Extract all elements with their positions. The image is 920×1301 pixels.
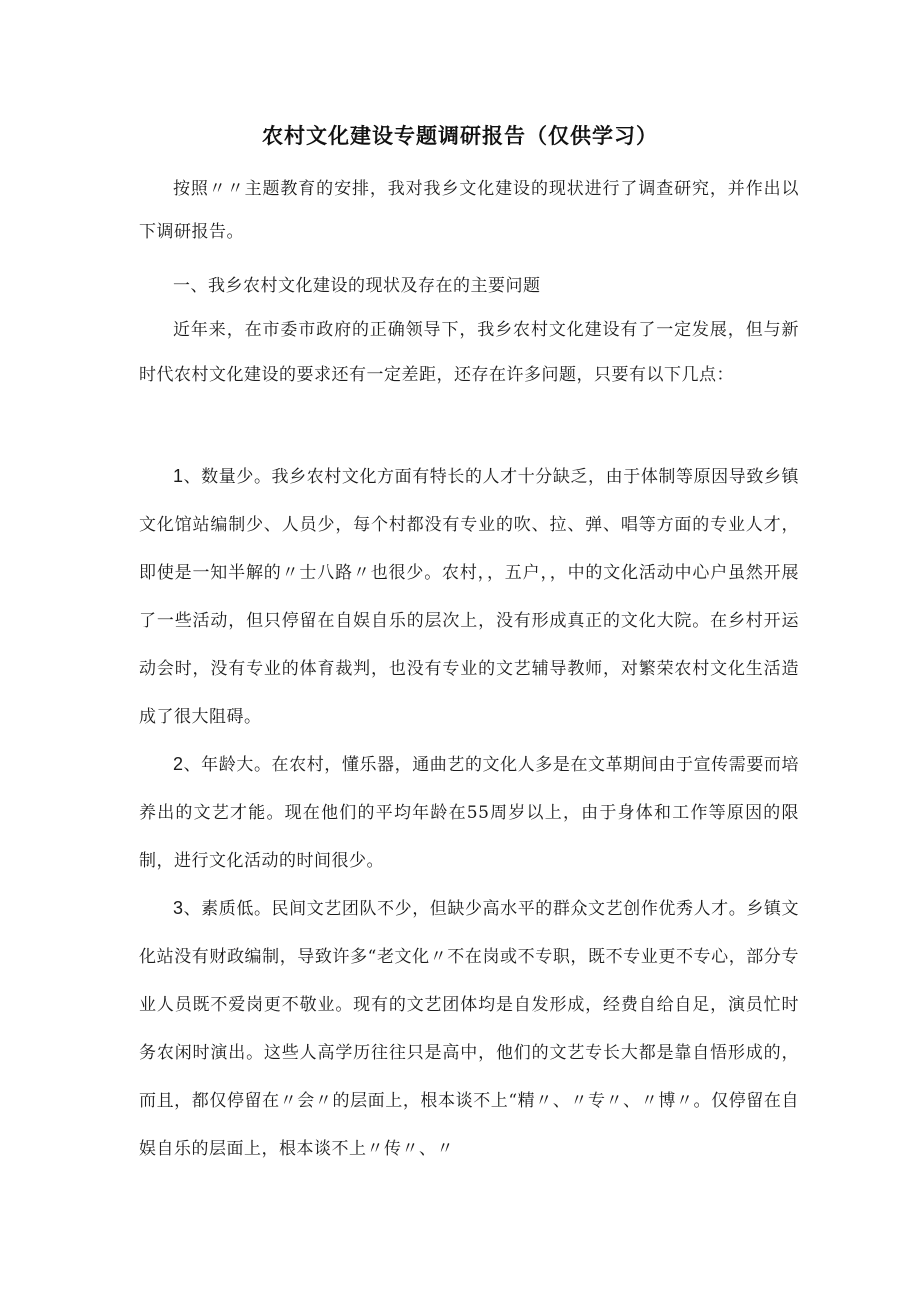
item-number: 1 xyxy=(173,466,184,486)
document-title: 农村文化建设专题调研报告（仅供学习） xyxy=(262,124,658,148)
item-text: 、素质低。民间文艺团队不少，但缺少高水平的群众文艺创作优秀人才。乡镇文化站没有财政编制，导致许多“老文化〃不在岗或不专职，既不专业更不专心，部分专业人员既不爱岗更不敬业。现有的文艺团体均是自发形成，经费自给自足，演员忙时务农闲时演出。这些人高学历往往只是高中，他们的文艺专长大都是靠自悟形成的，而且，都仅停留在〃会〃的层面上，根本谈不上“精〃、〃专〃、〃博〃。仅停留在自娱自乐的层面上，根本谈不上〃传〃、〃 xyxy=(139,899,799,1159)
item-number: 3 xyxy=(173,898,184,918)
section-heading-1: 一、我乡农村文化建设的现状及存在的主要问题 xyxy=(173,276,541,296)
section-1-intro-paragraph: 近年来，在市委市政府的正确领导下，我乡农村文化建设有了一定发展，但与新时代农村文化建设的要求还有一定差距，还存在许多问题，只要有以下几点： xyxy=(139,320,799,385)
item-number: 2 xyxy=(173,754,184,774)
intro-paragraph: 按照〃〃主题教育的安排，我对我乡文化建设的现状进行了调查研究，并作出以下调研报告。 xyxy=(139,179,799,242)
list-item-1 xyxy=(139,452,799,741)
item-text: 、年龄大。在农村，懂乐器，通曲艺的文化人多是在文革期间由于宣传需要而培养出的文艺才能。现在他们的平均年龄在55周岁以上，由于身体和工作等原因的限制，进行文化活动的时间很少。 xyxy=(139,755,799,871)
list-item-3 xyxy=(139,884,799,1173)
list-item-2 xyxy=(139,740,799,885)
item-text: 、数量少。我乡农村文化方面有特长的人才十分缺乏，由于体制等原因导致乡镇文化馆站编制少、人员少，每个村都没有专业的吹、拉、弹、唱等方面的专业人才，即使是一知半解的〃士八路〃也很少。农村，，五户，，中的文化活动中心户虽然开展了一些活动，但只停留在自娱自乐的层次上，没有形成真正的文化大院。在乡村开运动会时，没有专业的体育裁判，也没有专业的文艺辅导教师，对繁荣农村文化生活造成了很大阻碍。 xyxy=(139,467,799,727)
